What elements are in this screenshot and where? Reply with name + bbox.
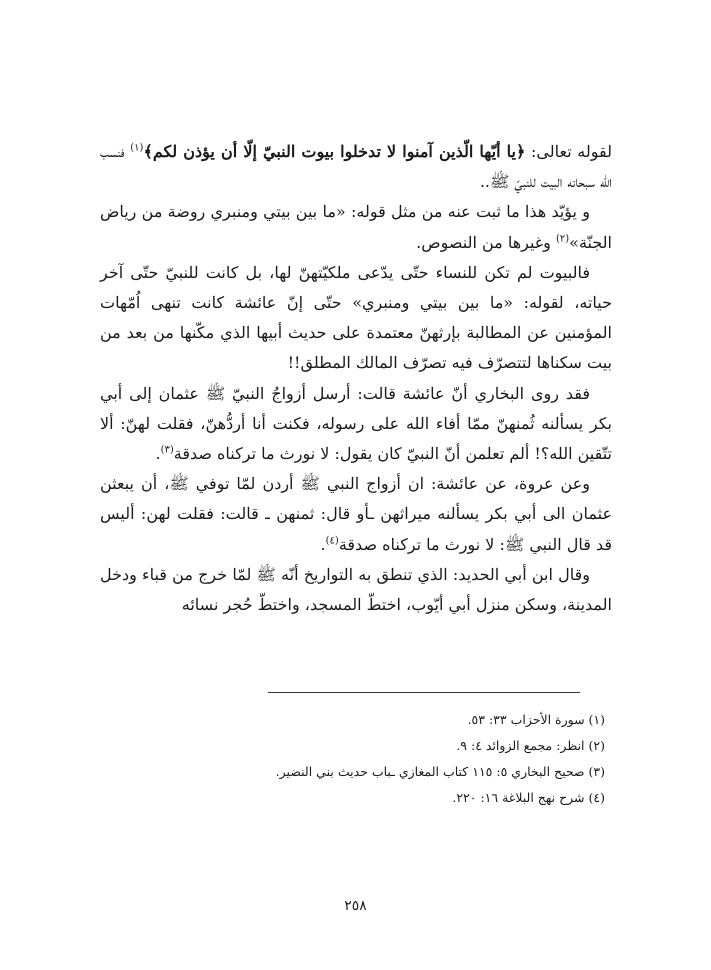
paragraph-2-rest: وغيرها من النصوص.: [416, 232, 556, 252]
paragraph-4-text: فقد روى البخاري أنّ عائشة قالت: أرسل أزواجُ النبيّ ﷺ عثمان إلى أبي بكر يسألنه ثُمنهنّ ممّا أفاء الله على رسوله، فكنت أنا أردُّهنّ، فقلت لهنّ: ألا تتّقين الله؟! ألم تعلمن أنّ النبيّ كان يقول: لا نورث ما تركناه صدقة: [100, 383, 612, 464]
paragraph-4: [100, 379, 612, 470]
footnote-ref-1: (١): [130, 142, 144, 154]
footnote-ref-2: (٢): [555, 233, 570, 245]
paragraph-5-rest: .: [320, 534, 326, 554]
paragraph-3-text: فالبيوت لم تكن للنساء حتّى يدّعى ملكيّتهنّ لها، بل كانت للنبيّ حتّى آخر حياته، لقوله: «ما بين بيتي ومنبري» حتّى إنّ عائشة كانت تنهى اُمّهات المؤمنين عن المطالبة بإرثهنّ معتمدة على حديث أبيها الذي مكّنها من بعد من بيت سكناها لتتصرّف فيه تصرّف المالك المطلق!!: [100, 262, 612, 373]
footnote-3: (٣) صحيح البخاري ٥: ١١٥ كتاب المغازي ـباب حديث بني النضير.: [275, 764, 605, 779]
paragraph-1-intro: لقوله تعالى:: [525, 142, 612, 161]
footnote-1: (١) سورة الأحزاب ٣٣: ٥٣.: [467, 712, 605, 727]
footnote-2: (٢) انظر: مجمع الزوائد ٤: ٩.: [456, 738, 605, 753]
paragraph-2: [100, 197, 612, 257]
paragraph-6: [100, 560, 612, 620]
paragraph-6-text: وقال ابن أبي الحديد: الذي تنطق به التواريخ أنّه ﷺ لمّا خرج من قباء ودخل المدينة، وسكن منزل أبي أيّوب، اختطّ المسجد، واختطّ حُجر نسائه: [100, 564, 612, 615]
paragraph-1: [100, 137, 612, 197]
paragraph-1-rest: فنسب الله سبحانه البيت للنبيّ ﷺ..: [100, 142, 612, 192]
paragraph-4-rest: .: [155, 444, 161, 464]
paragraph-3: [100, 258, 612, 379]
page-number: ٢٥٨: [344, 898, 367, 914]
footnote-ref-4: (٤): [325, 535, 339, 547]
footnote-divider: [268, 692, 580, 693]
quran-quote: ﴿يا أيّها الّذين آمنوا لا تدخلوا بيوت النبيّ إلّا أن يؤذن لكم﴾: [143, 142, 526, 161]
paragraph-2-text: و يؤيّد هذا ما ثبت عنه من مثل قوله: «ما بين بيتي ومنبري روضة من رياض الجنّة»: [100, 202, 612, 252]
footnote-ref-3: (٣): [160, 444, 174, 456]
footnotes: [100, 707, 605, 811]
paragraph-5-text: وعن عروة، عن عائشة: ان أزواج النبي ﷺ أردن لمّا توفي ﷺ، أن يبعثن عثمان الى أبي بكر يسألنه ميراثهن ـأو قال: ثمنهن ـ قالت: فقلت لهن: أليس قد قال النبي ﷺ: لا نورث ما تركناه صدقة: [100, 474, 612, 554]
main-text: [100, 137, 612, 620]
paragraph-5: [100, 469, 612, 560]
footnote-4: (٤) شرح نهج البلاغة ١٦: ٢٢٠.: [452, 790, 605, 805]
